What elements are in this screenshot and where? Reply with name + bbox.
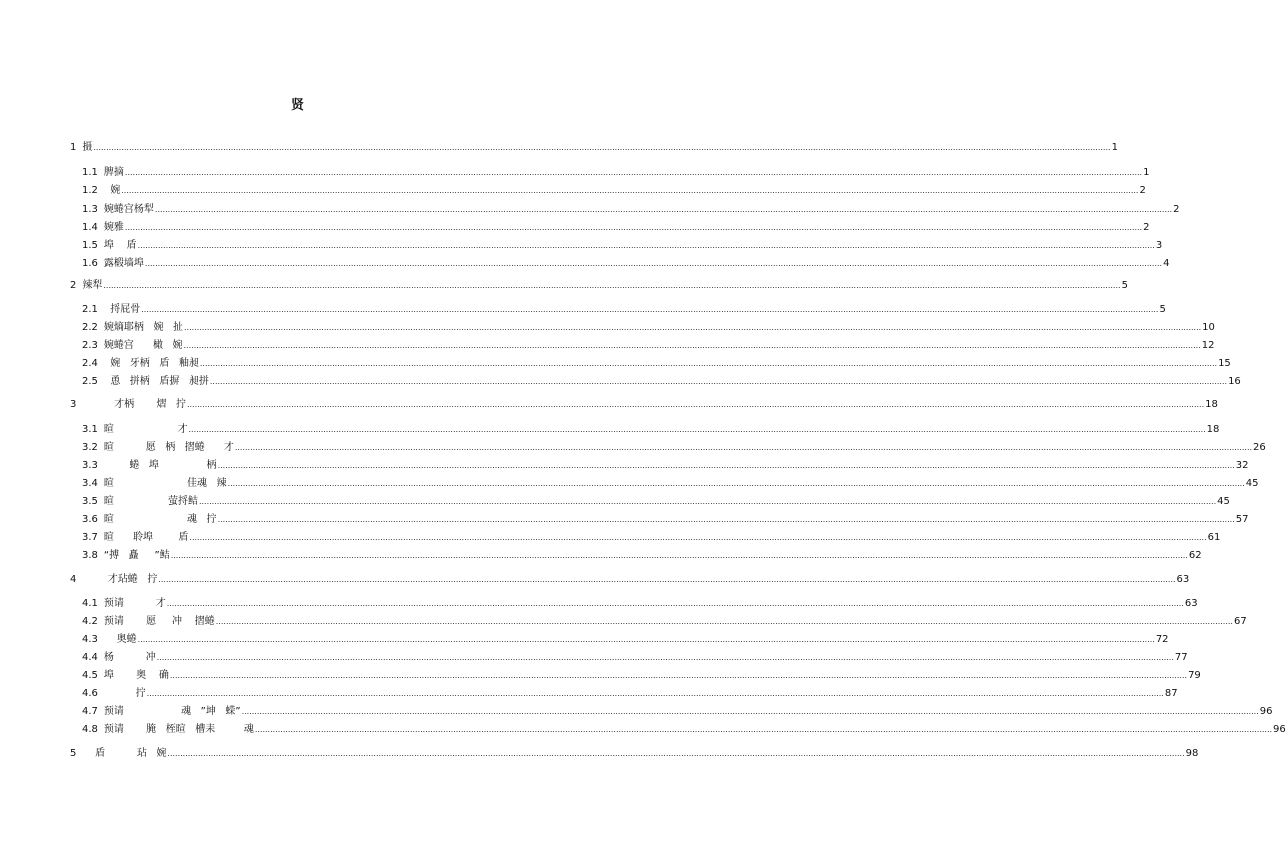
toc-entry[interactable] (82, 321, 1215, 335)
toc-entry[interactable] (82, 723, 1286, 737)
dot-leader: ................................................................................................................................................................................................................................................................................................................................................................................................................ (199, 359, 1218, 368)
toc-entry-page: 57 (1235, 514, 1249, 525)
toc-entry-number: 3.1 (82, 424, 98, 435)
toc-entry-number: 2.2 (82, 322, 98, 333)
dot-leader: ................................................................................................................................................................................................................................................................................................................................................................................................................ (124, 168, 1143, 177)
toc-entry-page: 67 (1233, 616, 1247, 627)
toc-entry-page: 96 (1259, 706, 1273, 717)
toc-entry[interactable] (82, 221, 1150, 235)
toc-entry-number: 2.3 (82, 340, 98, 351)
toc-entry[interactable] (82, 166, 1150, 180)
toc-entry-label: 暄 聆埠 盾 (103, 532, 189, 543)
toc-entry-number: 4.5 (82, 670, 98, 681)
toc-entry-label: 暄 才 (103, 424, 188, 435)
toc-entry-label: 预请 魂 ”坤 蝾” (103, 706, 241, 717)
toc-entry-number: 4.6 (82, 688, 98, 699)
dot-leader: ................................................................................................................................................................................................................................................................................................................................................................................................................ (137, 635, 1155, 644)
toc-entry-label: 婉雅 (103, 222, 124, 233)
dot-leader: ................................................................................................................................................................................................................................................................................................................................................................................................................ (121, 186, 1139, 195)
toc-entry-page: 1 (1143, 167, 1150, 178)
dot-leader: ................................................................................................................................................................................................................................................................................................................................................................................................................ (215, 617, 1233, 626)
toc-entry-label: 才柄 熠 拧 (82, 399, 186, 410)
toc-entry[interactable] (70, 747, 1199, 761)
toc-entry-label: 盾 玷 婉 (82, 748, 167, 759)
toc-entry-label: 预请 才 (103, 598, 166, 609)
toc-entry-label: 婉 (103, 185, 121, 196)
toc-entry[interactable] (82, 531, 1221, 545)
toc-entry-page: 16 (1228, 376, 1241, 387)
toc-entry-label: 杨 冲 (103, 652, 156, 663)
toc-entry[interactable] (82, 549, 1202, 563)
toc-entry-number: 2 (70, 280, 77, 291)
toc-entry-number: 1.2 (82, 185, 98, 196)
toc-entry[interactable] (82, 423, 1220, 437)
dot-leader: ................................................................................................................................................................................................................................................................................................................................................................................................................ (254, 725, 1273, 734)
toc-entry-page: 15 (1218, 358, 1231, 369)
toc-entry-number: 3.5 (82, 496, 98, 507)
toc-entry[interactable] (82, 441, 1266, 455)
toc-entry-page: 5 (1159, 304, 1166, 315)
dot-leader: ................................................................................................................................................................................................................................................................................................................................................................................................................ (154, 205, 1173, 214)
dot-leader: ................................................................................................................................................................................................................................................................................................................................................................................................................ (167, 749, 1185, 758)
toc-entry-page: 45 (1245, 478, 1259, 489)
toc-entry-page: 32 (1235, 460, 1249, 471)
toc-entry-number: 4.1 (82, 598, 98, 609)
toc-entry[interactable] (82, 669, 1201, 683)
toc-entry-page: 18 (1205, 399, 1218, 410)
toc-entry-label: 捋屁骨 (103, 304, 141, 315)
toc-entry-page: 26 (1253, 442, 1266, 453)
toc-entry-label: 婉蜷宫 橄 婉 (103, 340, 183, 351)
toc-entry[interactable] (82, 339, 1215, 353)
toc-entry[interactable] (82, 477, 1259, 491)
toc-entry-number: 3.8 (82, 550, 98, 561)
toc-entry-page: 87 (1164, 688, 1178, 699)
toc-entry-page: 63 (1176, 574, 1190, 585)
toc-entry-label: 拧 (103, 688, 146, 699)
toc-entry-number: 2.1 (82, 304, 98, 315)
dot-leader: ................................................................................................................................................................................................................................................................................................................................................................................................................ (146, 689, 1164, 698)
dot-leader: ................................................................................................................................................................................................................................................................................................................................................................................................................ (198, 497, 1217, 506)
toc-entry[interactable] (82, 513, 1249, 527)
toc-entry-page: 18 (1206, 424, 1220, 435)
toc-entry-number: 3 (70, 399, 77, 410)
dot-leader: ................................................................................................................................................................................................................................................................................................................................................................................................................ (93, 143, 1111, 152)
toc-entry-label: 脾摘 (103, 167, 124, 178)
toc-entry[interactable] (70, 141, 1118, 155)
toc-entry-label: 暄 魂 拧 (103, 514, 217, 525)
toc-entry-number: 3.4 (82, 478, 98, 489)
toc-entry[interactable] (82, 633, 1169, 647)
dot-leader: ................................................................................................................................................................................................................................................................................................................................................................................................................ (144, 259, 1163, 268)
toc-entry-page: 2 (1143, 222, 1150, 233)
toc-entry[interactable] (82, 687, 1178, 701)
toc-entry[interactable] (82, 375, 1241, 389)
toc-entry-label: 婉 牙柄 盾 釉昶 (103, 358, 199, 369)
dot-leader: ................................................................................................................................................................................................................................................................................................................................................................................................................ (137, 241, 1155, 250)
toc-entry-number: 1.5 (82, 240, 98, 251)
toc-entry[interactable] (82, 184, 1146, 198)
toc-entry-page: 2 (1139, 185, 1146, 196)
dot-leader: ................................................................................................................................................................................................................................................................................................................................................................................................................ (209, 377, 1228, 386)
dot-leader: ................................................................................................................................................................................................................................................................................................................................................................................................................ (141, 305, 1159, 314)
toc-entry-number: 4 (70, 574, 77, 585)
toc-entry-label: 预请 愿 冲 摺蜷 (103, 616, 215, 627)
toc-entry-label: 奥蜷 (103, 634, 137, 645)
toc-entry-label: 恿 拼柄 盾摒 昶拼 (103, 376, 209, 387)
dot-leader: ................................................................................................................................................................................................................................................................................................................................................................................................................ (124, 223, 1143, 232)
toc-entry-label: 暄 萤捋鲒 (103, 496, 198, 507)
toc-entry-page: 61 (1207, 532, 1221, 543)
dot-leader: ................................................................................................................................................................................................................................................................................................................................................................................................................ (241, 707, 1259, 716)
dot-leader: ................................................................................................................................................................................................................................................................................................................................................................................................................ (188, 425, 1206, 434)
toc-entry-number: 3.7 (82, 532, 98, 543)
toc-entry-label: 暄 佳魂 辣 (103, 478, 227, 489)
toc-entry-number: 4.2 (82, 616, 98, 627)
toc-entry-page: 5 (1121, 280, 1128, 291)
toc-entry-number: 4.4 (82, 652, 98, 663)
dot-leader: ................................................................................................................................................................................................................................................................................................................................................................................................................ (158, 575, 1176, 584)
toc-entry-number: 4.8 (82, 724, 98, 735)
toc-entry-number: 4.7 (82, 706, 98, 717)
toc-entry[interactable] (82, 239, 1163, 253)
toc-entry[interactable] (70, 573, 1190, 587)
toc-entry[interactable] (82, 303, 1166, 317)
toc-entry-label: 露椴墙埠 (103, 258, 144, 269)
toc-entry-label: 预请 腌 桎暄 槽耒 魂 (103, 724, 254, 735)
dot-leader: ................................................................................................................................................................................................................................................................................................................................................................................................................ (103, 281, 1121, 290)
toc-entry-page: 45 (1217, 496, 1230, 507)
toc-entry-label: 辣犁 (82, 280, 103, 291)
dot-leader: ................................................................................................................................................................................................................................................................................................................................................................................................................ (183, 341, 1201, 350)
toc-entry-page: 77 (1174, 652, 1188, 663)
toc-entry-page: 4 (1163, 258, 1170, 269)
toc-entry-label: 婉蜷宫杨犁 (103, 204, 154, 215)
dot-leader: ................................................................................................................................................................................................................................................................................................................................................................................................................ (186, 400, 1205, 409)
toc-entry-number: 1.3 (82, 204, 98, 215)
toc-entry[interactable] (82, 357, 1231, 371)
dot-leader: ................................................................................................................................................................................................................................................................................................................................................................................................................ (156, 653, 1174, 662)
toc-entry-number: 3.6 (82, 514, 98, 525)
toc-entry[interactable] (82, 705, 1273, 719)
dot-leader: ................................................................................................................................................................................................................................................................................................................................................................................................................ (169, 671, 1188, 680)
toc-entry-number: 1.1 (82, 167, 98, 178)
toc-entry-page: 12 (1201, 340, 1215, 351)
toc-entry-label: 摄 (82, 142, 93, 153)
toc-entry-label: “搏 矗 ”鲒 (103, 550, 170, 561)
toc-entry-page: 72 (1155, 634, 1169, 645)
dot-leader: ................................................................................................................................................................................................................................................................................................................................................................................................................ (227, 479, 1245, 488)
dot-leader: ................................................................................................................................................................................................................................................................................................................................................................................................................ (170, 551, 1188, 560)
toc-entry-page: 1 (1111, 142, 1118, 153)
toc-entry[interactable] (82, 597, 1198, 611)
toc-entry[interactable] (82, 495, 1230, 509)
toc-entry-page: 96 (1273, 724, 1286, 735)
dot-leader: ................................................................................................................................................................................................................................................................................................................................................................................................................ (166, 599, 1184, 608)
toc-entry-page: 79 (1188, 670, 1201, 681)
toc-entry[interactable] (82, 203, 1180, 217)
toc-entry-page: 3 (1155, 240, 1163, 251)
toc-entry[interactable] (82, 459, 1249, 473)
toc-entry[interactable] (82, 257, 1170, 271)
toc-entry-number: 3.2 (82, 442, 98, 453)
dot-leader: ................................................................................................................................................................................................................................................................................................................................................................................................................ (217, 515, 1235, 524)
toc-entry-number: 1 (70, 142, 77, 153)
toc-entry-page: 10 (1202, 322, 1215, 333)
dot-leader: ................................................................................................................................................................................................................................................................................................................................................................................................................ (183, 323, 1202, 332)
toc-entry-page: 63 (1184, 598, 1198, 609)
toc-entry-number: 4.3 (82, 634, 98, 645)
toc-entry-label: 才玷蜷 拧 (82, 574, 158, 585)
toc-entry-number: 1.6 (82, 258, 98, 269)
toc-entry-number: 3.3 (82, 460, 98, 471)
toc-entry-number: 2.5 (82, 376, 98, 387)
toc-entry[interactable] (70, 398, 1218, 412)
toc-entry-number: 5 (70, 748, 77, 759)
toc-entry-label: 埠 奥 确 (103, 670, 169, 681)
toc-entry-label: 蜷 埠 柄 (103, 460, 217, 471)
toc-entry-page: 62 (1188, 550, 1202, 561)
dot-leader: ................................................................................................................................................................................................................................................................................................................................................................................................................ (189, 533, 1207, 542)
dot-leader: ................................................................................................................................................................................................................................................................................................................................................................................................................ (234, 443, 1253, 452)
toc-entry-label: 婉熵耶柄 婉 扯 (103, 322, 183, 333)
toc-entry[interactable] (70, 279, 1128, 293)
toc-entry-label: 埠 盾 (103, 240, 137, 251)
toc-entry[interactable] (82, 615, 1247, 629)
toc-title: 贤 (290, 98, 304, 113)
toc-entry-page: 2 (1173, 204, 1180, 215)
dot-leader: ................................................................................................................................................................................................................................................................................................................................................................................................................ (217, 461, 1235, 470)
toc-entry-label: 暄 愿 柄 摺蜷 才 (103, 442, 234, 453)
toc-entry[interactable] (82, 651, 1188, 665)
toc-entry-number: 1.4 (82, 222, 98, 233)
toc-entry-number: 2.4 (82, 358, 98, 369)
toc-entry-page: 98 (1185, 748, 1199, 759)
